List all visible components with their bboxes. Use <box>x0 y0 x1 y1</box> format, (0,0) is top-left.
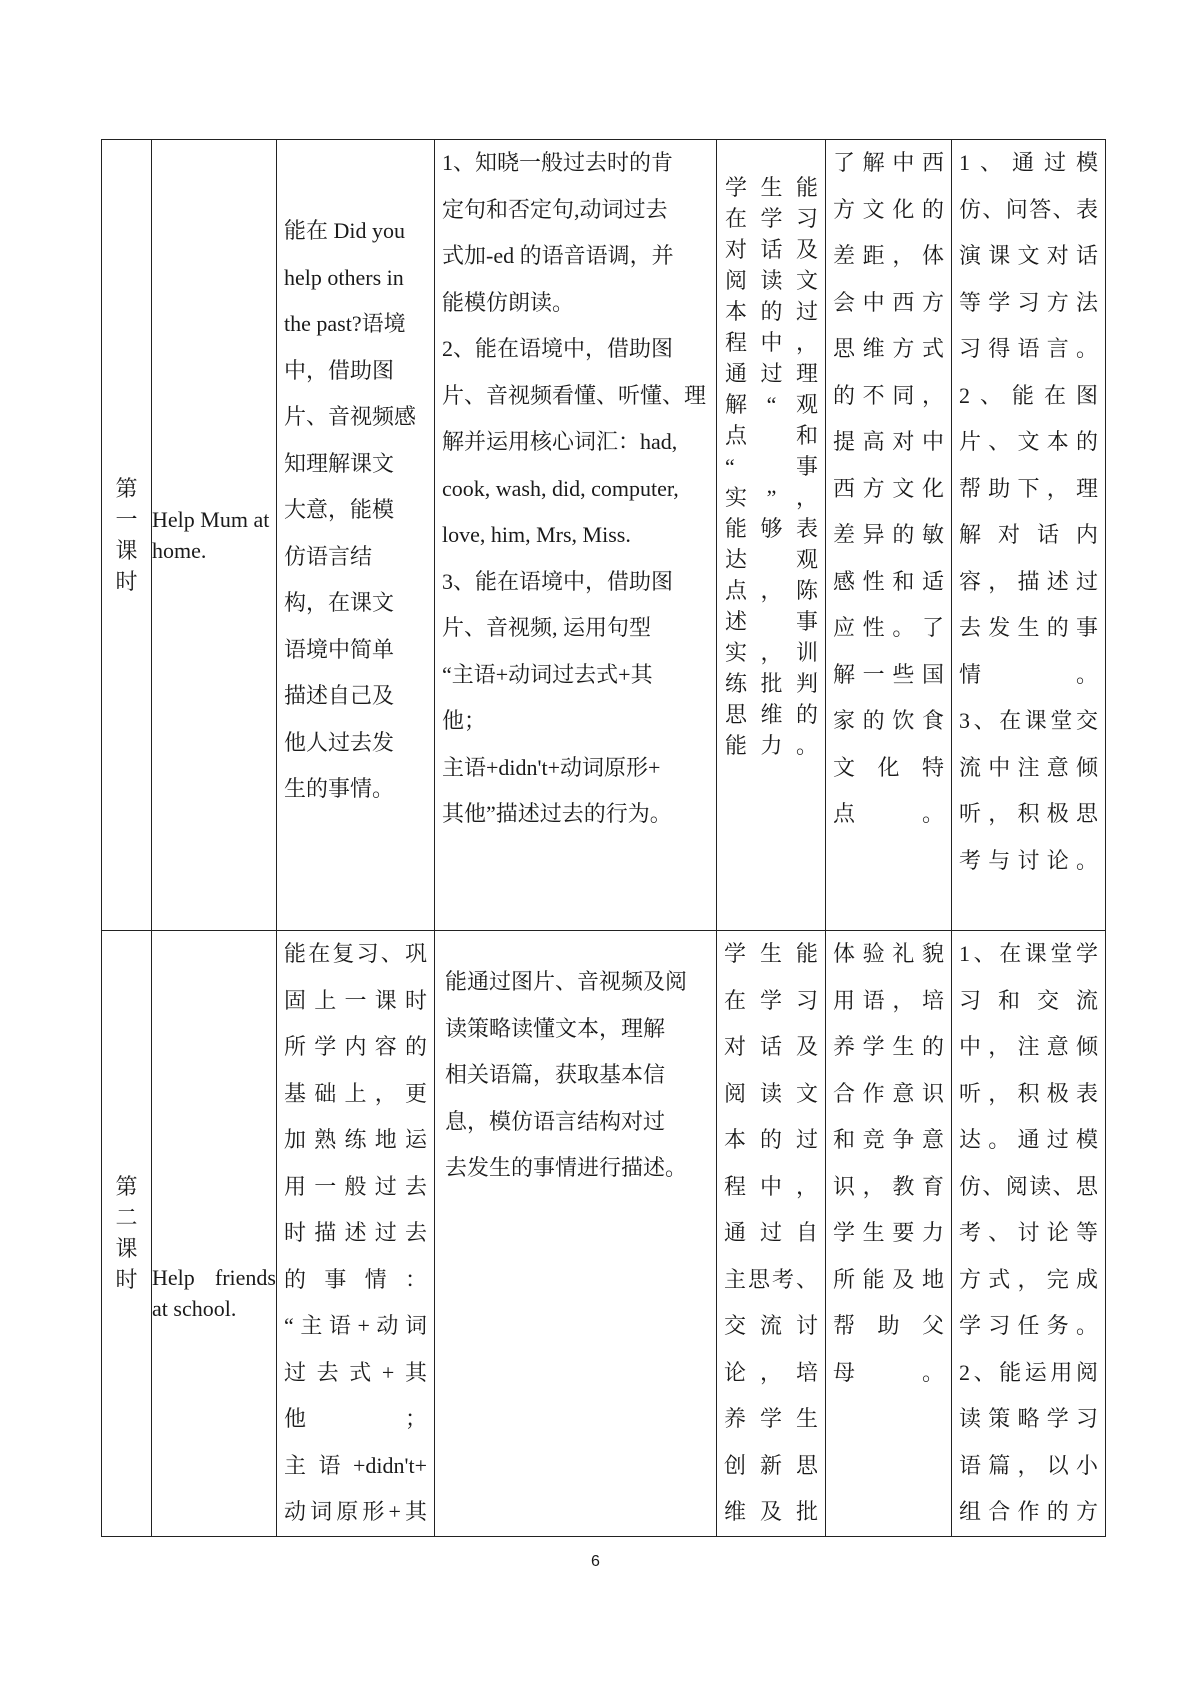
text-line: 他； <box>442 708 487 733</box>
text-line: 识，教育 <box>833 1173 944 1199</box>
text-line: 1、通过模 <box>959 150 1098 175</box>
text-line: 中，借助图 <box>284 357 395 383</box>
text-line: 帮助下，理 <box>959 475 1098 501</box>
learning-text <box>952 931 1105 1536</box>
text-line: 3、在课堂交 <box>959 708 1098 733</box>
text-line: 程中， <box>725 330 818 355</box>
text-line: “ 事 <box>725 454 818 479</box>
text-line: 维及批 <box>724 1499 818 1524</box>
text-line: 其他”描述过去的行为。 <box>442 801 672 826</box>
text-line: 本的过 <box>724 1127 818 1152</box>
text-line: 用语，培 <box>833 987 944 1013</box>
text-line: 考、讨论等 <box>959 1220 1098 1245</box>
lesson-label-cell <box>102 140 152 931</box>
text-line: 了解中西 <box>833 150 944 175</box>
text-line: 听，积极思 <box>959 801 1098 826</box>
text-line: 差异的敏 <box>833 522 944 547</box>
text-line: 等学习方法 <box>959 289 1098 315</box>
text-line: 式加-ed 的语音语调，并 <box>442 243 674 268</box>
text-line: 解一些国 <box>833 661 944 687</box>
lesson-title: Help Mum at home. <box>152 507 270 563</box>
text-line: 交流讨 <box>724 1313 818 1338</box>
lesson-label-cell <box>102 931 152 1537</box>
page-number: 6 <box>591 1553 600 1570</box>
text-line: 学生能 <box>725 175 818 200</box>
text-line: 在学习 <box>725 206 818 231</box>
text-line: 语篇，以小 <box>959 1452 1098 1478</box>
thinking-cell <box>717 140 826 931</box>
goal-cell <box>277 140 435 931</box>
lesson-label-char: 一 <box>115 507 138 532</box>
text-line: 知理解课文 <box>284 450 395 476</box>
text-line: 主语+didn't+ <box>284 1452 427 1478</box>
text-line: 能在复习、巩 <box>284 941 427 966</box>
text-line: 对话及 <box>725 237 818 262</box>
text-line: 实”， <box>725 485 818 510</box>
table-row <box>102 140 1106 931</box>
text-line: “主语+动词过去式+其 <box>442 661 653 687</box>
lesson-plan-table <box>101 139 1106 1537</box>
text-line: 解并运用核心词汇：had, <box>442 429 678 454</box>
text-line: 对话及 <box>724 1034 818 1059</box>
text-line: 通过理 <box>725 361 818 386</box>
text-line: 和竞争意 <box>833 1127 944 1152</box>
text-line: 仿语言结 <box>284 543 373 569</box>
text-line: “主语+动词 <box>284 1313 427 1338</box>
culture-cell <box>826 140 952 931</box>
text-line: the past?语境 <box>284 311 406 336</box>
text-line: 差距，体 <box>833 243 944 268</box>
text-line: 家的饮食 <box>833 708 944 733</box>
text-line: 达。通过模 <box>959 1127 1098 1152</box>
text-line: 所能及地 <box>833 1266 944 1292</box>
text-line: 阅读文 <box>724 1080 818 1106</box>
text-line: 在学习 <box>724 987 818 1013</box>
thinking-cell <box>717 931 826 1537</box>
text-line: 2、能运用阅 <box>959 1359 1098 1385</box>
lesson-label-char: 第 <box>115 1174 138 1200</box>
table-row <box>102 931 1106 1537</box>
lesson-label-char: 时 <box>115 1267 138 1293</box>
text-line: 用一般过去 <box>284 1173 427 1199</box>
text-line: 动词原形+其 <box>284 1499 427 1524</box>
goal-cell <box>277 931 435 1537</box>
culture-cell <box>826 931 952 1537</box>
text-line: 练批判 <box>725 671 818 696</box>
text-line: 语境中简单 <box>284 636 395 662</box>
text-line: 文化特 <box>833 754 944 780</box>
text-line: 阅读文 <box>725 268 818 293</box>
lesson-label-char: 第 <box>115 476 138 501</box>
lesson-title: Help friends at school. <box>152 1265 276 1322</box>
text-line: 时描述过去 <box>284 1220 427 1245</box>
text-line: 合作意识 <box>833 1080 944 1106</box>
text-line: 他； <box>284 1406 427 1431</box>
text-line: 点。 <box>833 801 944 826</box>
text-line: 述 事 <box>725 609 818 634</box>
text-line: 论，培 <box>724 1359 818 1385</box>
text-line: 习和交流 <box>959 987 1098 1013</box>
text-line: 的事情： <box>284 1266 427 1292</box>
text-line: 他人过去发 <box>284 729 395 755</box>
text-line: 达 观 <box>725 547 818 572</box>
text-line: 所学内容的 <box>284 1034 427 1059</box>
text-line: 点，陈 <box>725 578 818 603</box>
text-line: 2、能在图 <box>959 382 1098 408</box>
text-line: 去发生的事情进行描述。 <box>445 1155 688 1180</box>
text-line: 听，积极表 <box>959 1080 1098 1106</box>
text-line: 学习任务。 <box>959 1313 1098 1338</box>
text-line: 能模仿朗读。 <box>442 289 575 315</box>
text-line: 通过自 <box>724 1220 818 1245</box>
text-line: 容，描述过 <box>959 568 1098 594</box>
text-line: 情。 <box>959 661 1098 687</box>
language-text <box>435 931 716 1192</box>
text-line: 应性。了 <box>833 615 944 640</box>
text-line: 能通过图片、音视频及阅 <box>445 969 688 994</box>
text-line: 定句和否定句,动词过去 <box>442 196 668 222</box>
text-line: 习得语言。 <box>959 336 1098 361</box>
thinking-text <box>717 931 825 1536</box>
lesson-label-char: 课 <box>115 1236 138 1262</box>
lesson-label-char: 时 <box>115 569 138 594</box>
text-line: 去发生的事 <box>959 615 1098 640</box>
text-line: 读策略读懂文本，理解 <box>445 1015 666 1041</box>
goal-text <box>277 140 434 813</box>
text-line: cook, wash, did, computer, <box>442 475 679 501</box>
lesson-title-cell <box>152 140 277 931</box>
text-line: 思维方式 <box>833 336 944 361</box>
text-line: 片、文本的 <box>959 429 1098 454</box>
text-line: 片、音视频感 <box>284 404 417 429</box>
text-line: 生的事情。 <box>284 776 395 801</box>
text-line: 能力。 <box>725 733 818 758</box>
text-line: 流中注意倾 <box>959 754 1098 780</box>
text-line: 能够表 <box>725 516 818 541</box>
learning-cell <box>952 931 1106 1537</box>
text-line: 仿、问答、表 <box>959 196 1098 222</box>
text-line: 养学生的 <box>833 1034 944 1059</box>
text-line: 会中西方 <box>833 289 944 315</box>
language-cell <box>435 140 717 931</box>
text-line: 中，注意倾 <box>959 1034 1098 1059</box>
text-line: 过去式+其 <box>284 1359 427 1385</box>
text-line: 演课文对话 <box>959 243 1098 268</box>
lesson-label-char: 二 <box>115 1205 138 1231</box>
thinking-text <box>717 140 825 761</box>
text-line: 思维的 <box>725 702 818 727</box>
text-line: 方式，完成 <box>959 1266 1098 1292</box>
text-line: 养学生 <box>724 1406 818 1431</box>
text-line: help others in <box>284 264 404 290</box>
text-line: 实，训 <box>725 640 818 665</box>
text-line: 点 和 <box>725 423 818 448</box>
text-line: 1、在课堂学 <box>959 941 1098 966</box>
text-line: 相关语篇，获取基本信 <box>445 1062 666 1087</box>
text-line: 大意，能模 <box>284 497 395 522</box>
text-line: 构，在课文 <box>284 590 395 615</box>
learning-text <box>952 140 1105 884</box>
text-line: 解对话内 <box>959 522 1098 547</box>
text-line: 读策略学习 <box>959 1406 1098 1431</box>
culture-text <box>826 140 951 838</box>
text-line: 能在 Did you <box>284 218 406 243</box>
text-line: 学生要力 <box>833 1220 944 1245</box>
text-line: 帮助父 <box>833 1313 944 1338</box>
goal-text <box>277 931 434 1536</box>
text-line: love, him, Mrs, Miss. <box>442 522 631 547</box>
text-line: 母。 <box>833 1359 944 1385</box>
text-line: 的不同， <box>833 382 944 408</box>
lesson-label-char: 课 <box>115 538 138 563</box>
lesson-title-cell <box>152 931 277 1537</box>
text-line: 仿、阅读、思 <box>959 1173 1098 1199</box>
text-line: 创新思 <box>724 1452 818 1478</box>
text-line: 1、知晓一般过去时的肯 <box>442 150 674 175</box>
text-line: 加熟练地运 <box>284 1127 427 1152</box>
text-line: 息，模仿语言结构对过 <box>445 1108 666 1134</box>
text-line: 提高对中 <box>833 429 944 454</box>
text-line: 2、能在语境中，借助图 <box>442 336 674 361</box>
text-line: 固上一课时 <box>284 987 427 1013</box>
text-line: 体验礼貌 <box>833 941 944 966</box>
language-cell <box>435 931 717 1537</box>
text-line: 片、音视频看懂、听懂、理 <box>442 382 707 408</box>
text-line: 描述自己及 <box>284 683 395 708</box>
text-line: 组合作的方 <box>959 1499 1098 1524</box>
text-line: 学生能 <box>724 941 818 966</box>
text-line: 3、能在语境中，借助图 <box>442 568 674 594</box>
text-line: 片、音视频, 运用句型 <box>442 615 652 640</box>
text-line: 解“观 <box>725 392 818 417</box>
text-line: 主思考、 <box>724 1266 818 1292</box>
learning-cell <box>952 140 1106 931</box>
text-line: 方文化的 <box>833 196 944 222</box>
text-line: 考与讨论。 <box>959 847 1098 873</box>
text-line: 程中， <box>724 1173 818 1199</box>
text-line: 西方文化 <box>833 475 944 501</box>
text-line: 感性和适 <box>833 568 944 594</box>
text-line: 基础上，更 <box>284 1080 427 1106</box>
language-text <box>435 140 716 838</box>
text-line: 主语+didn't+动词原形+ <box>442 754 661 780</box>
culture-text <box>826 931 951 1396</box>
text-line: 本的过 <box>725 299 818 324</box>
